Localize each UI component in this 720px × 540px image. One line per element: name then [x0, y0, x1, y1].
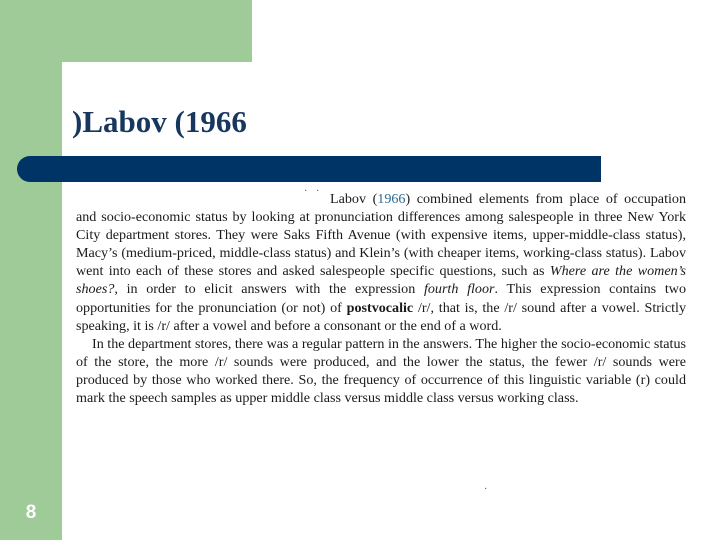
- year-citation: 1966: [377, 191, 406, 207]
- scan-mark: ·: [484, 484, 488, 495]
- example-expression: fourth floor: [423, 281, 495, 298]
- scan-mark: ·: [316, 186, 320, 197]
- slide-title: )Labov (1966: [72, 104, 247, 139]
- excerpt-paragraph-1: Labov (1966) combined elements from place of occupation and socio-economic status by looking at pronunciation differences among salespeople in three New York City department stores. They were Saks Fifth Avenue (with expensive items, upper-middle-class status), Macy’s (medium-priced, middle-class status) and Klein’s (with cheaper items, working-class status). Labov went into each of these stores and asked salespeople specific questions, such as Where are the women’s shoes?, in order to elicit answers with the expression fourth floor. This expression contains two opportunities for the pronunciation (or not) of postvocalic /r/, that is, the /r/ sound after a vowel. Strictly speaking, it is /r/ after a vowel and before a consonant or the end of a word.: [76, 191, 686, 334]
- key-term: postvocalic: [346, 299, 414, 316]
- scan-mark: ·: [304, 186, 308, 197]
- title-underline-bar: [17, 156, 601, 182]
- left-green-band: [0, 0, 62, 540]
- example-question: Where are the women’s shoes?: [76, 263, 686, 298]
- textbook-excerpt: [76, 190, 686, 407]
- excerpt-paragraph-2: In the department stores, there was a regular pattern in the answers. The higher the socio-economic status of the store, the more /r/ sounds were produced, and the lower the status, the fewer /r/ sounds were produced by those who worked there. So, the frequency of occurrence of this linguistic variable (r) could mark the speech samples as upper middle class versus middle class versus working class.: [76, 335, 686, 407]
- slide-number: 8: [25, 502, 37, 523]
- top-green-band: [0, 0, 252, 62]
